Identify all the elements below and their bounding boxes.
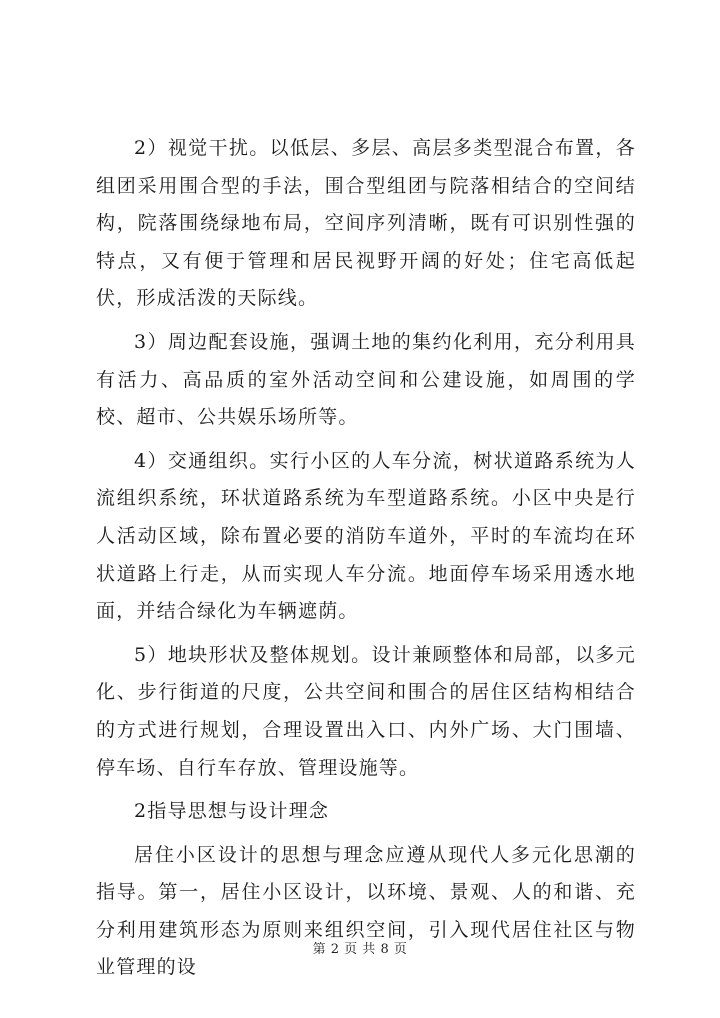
section-heading: 2指导思想与设计理念: [134, 800, 330, 823]
page-number-footer: 第 2 页 共 8 页: [312, 942, 408, 957]
paragraph-surrounding-facilities: 3）周边配套设施，强调土地的集约化利用，充分利用具有活力、高品质的室外活动空间和公建设施，如周围的学校、超市、公共娱乐场所等。: [96, 330, 636, 429]
paragraph-design-philosophy: 居住小区设计的思想与理念应遵从现代人多元化思潮的指导。第一，居住小区设计，以环境、景观、人的和谐、充分利用建筑形态为原则来组织空间，引入现代居住社区与物业管理的设: [96, 843, 636, 979]
paragraph-traffic-organization: 4）交通组织。实行小区的人车分流，树状道路系统为人流组织系统，环状道路系统为车型道路系统。小区中央是行人活动区域，除布置必要的消防车道外，平时的车流均在环状道路上行走，从而实现人车分流。地面停车场采用透水地面，并结合绿化为车辆遮荫。: [96, 449, 636, 623]
paragraph-visual-interference: 2）视觉干扰。以低层、多层、高层多类型混合布置，各组团采用围合型的手法，围合型组团与院落相结合的空间结构，院落围绕绿地布局，空间序列清晰，既有可识别性强的特点，又有便于管理和居民视野开阔的好处；住宅高低起伏，形成活泼的天际线。: [96, 137, 636, 310]
document-body: [96, 130, 636, 993]
paragraph-site-planning: 5）地块形状及整体规划。设计兼顾整体和局部，以多元化、步行街道的尺度，公共空间和围合的居住区结构相结合的方式进行规划，合理设置出入口、内外广场、大门围墙、停车场、自行车存放、管理设施等。: [96, 643, 636, 779]
